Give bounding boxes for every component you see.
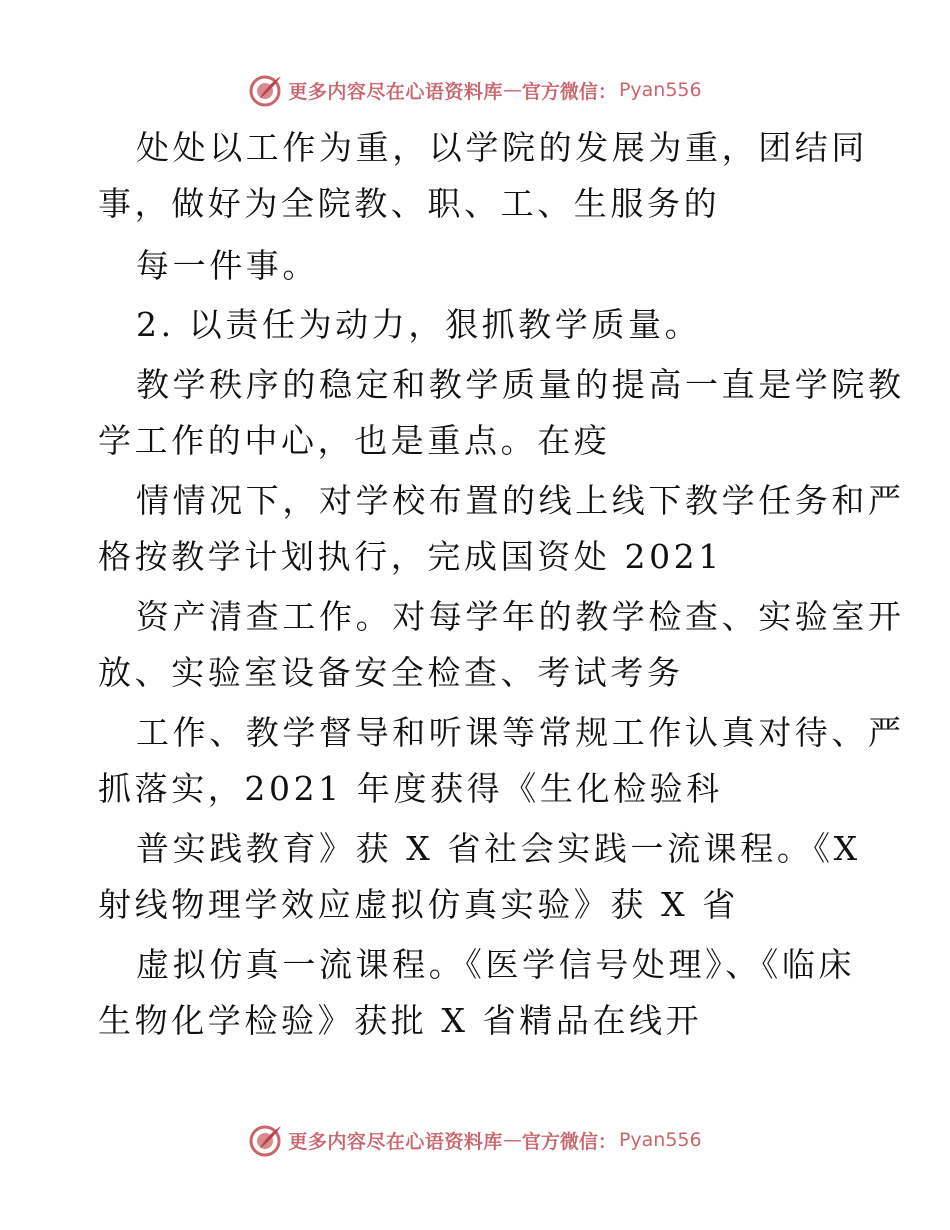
text-line: 工作、教学督导和听课等常规工作认真对待、严: [136, 713, 905, 752]
watermark-wechat-id: Pyan556: [618, 1129, 702, 1151]
text-line: 放、实验室设备安全检查、考试考务: [98, 653, 684, 692]
watermark-dash: —: [502, 79, 522, 101]
text-line: 射线物理学效应虚拟仿真实验》获 X 省: [98, 885, 739, 924]
text-line: 每一件事。: [136, 246, 319, 285]
text-line: 虚拟仿真一流课程。《医学信号处理》、《临床: [136, 945, 856, 984]
text-line: 普实践教育》获 X 省社会实践一流课程。《X: [136, 829, 861, 868]
quill-seal-icon: [248, 72, 284, 108]
watermark-text: 更多内容尽在心语资料库: [288, 1130, 503, 1153]
watermark-official-label: 官方微信：: [521, 80, 617, 103]
text-line: 2. 以责任为动力，狠抓教学质量。: [136, 305, 702, 344]
watermark-official-label: 官方微信：: [521, 1130, 617, 1153]
watermark-dash: —: [502, 1129, 522, 1151]
header-watermark: [0, 70, 950, 110]
text-line: 学工作的中心，也是重点。在疫: [98, 421, 611, 460]
text-line: 事，做好为全院教、职、工、生服务的: [98, 184, 721, 223]
footer-watermark: [0, 1120, 950, 1160]
watermark-wechat-id: Pyan556: [618, 79, 702, 101]
text-line: 抓落实，2021 年度获得《生化检验科: [98, 769, 723, 808]
text-line: 教学秩序的稳定和教学质量的提高一直是学院教: [136, 365, 905, 404]
text-line: 处处以工作为重，以学院的发展为重，团结同: [136, 128, 868, 167]
quill-seal-icon: [248, 1122, 284, 1158]
text-line: 格按教学计划执行，完成国资处 2021: [98, 537, 723, 576]
text-line: 资产清查工作。对每学年的教学检查、实验室开: [136, 597, 905, 636]
text-line: 情情况下，对学校布置的线上线下教学任务和严: [136, 481, 905, 520]
text-line: 生物化学检验》获批 X 省精品在线开: [98, 1001, 703, 1040]
watermark-text: 更多内容尽在心语资料库: [288, 80, 503, 103]
